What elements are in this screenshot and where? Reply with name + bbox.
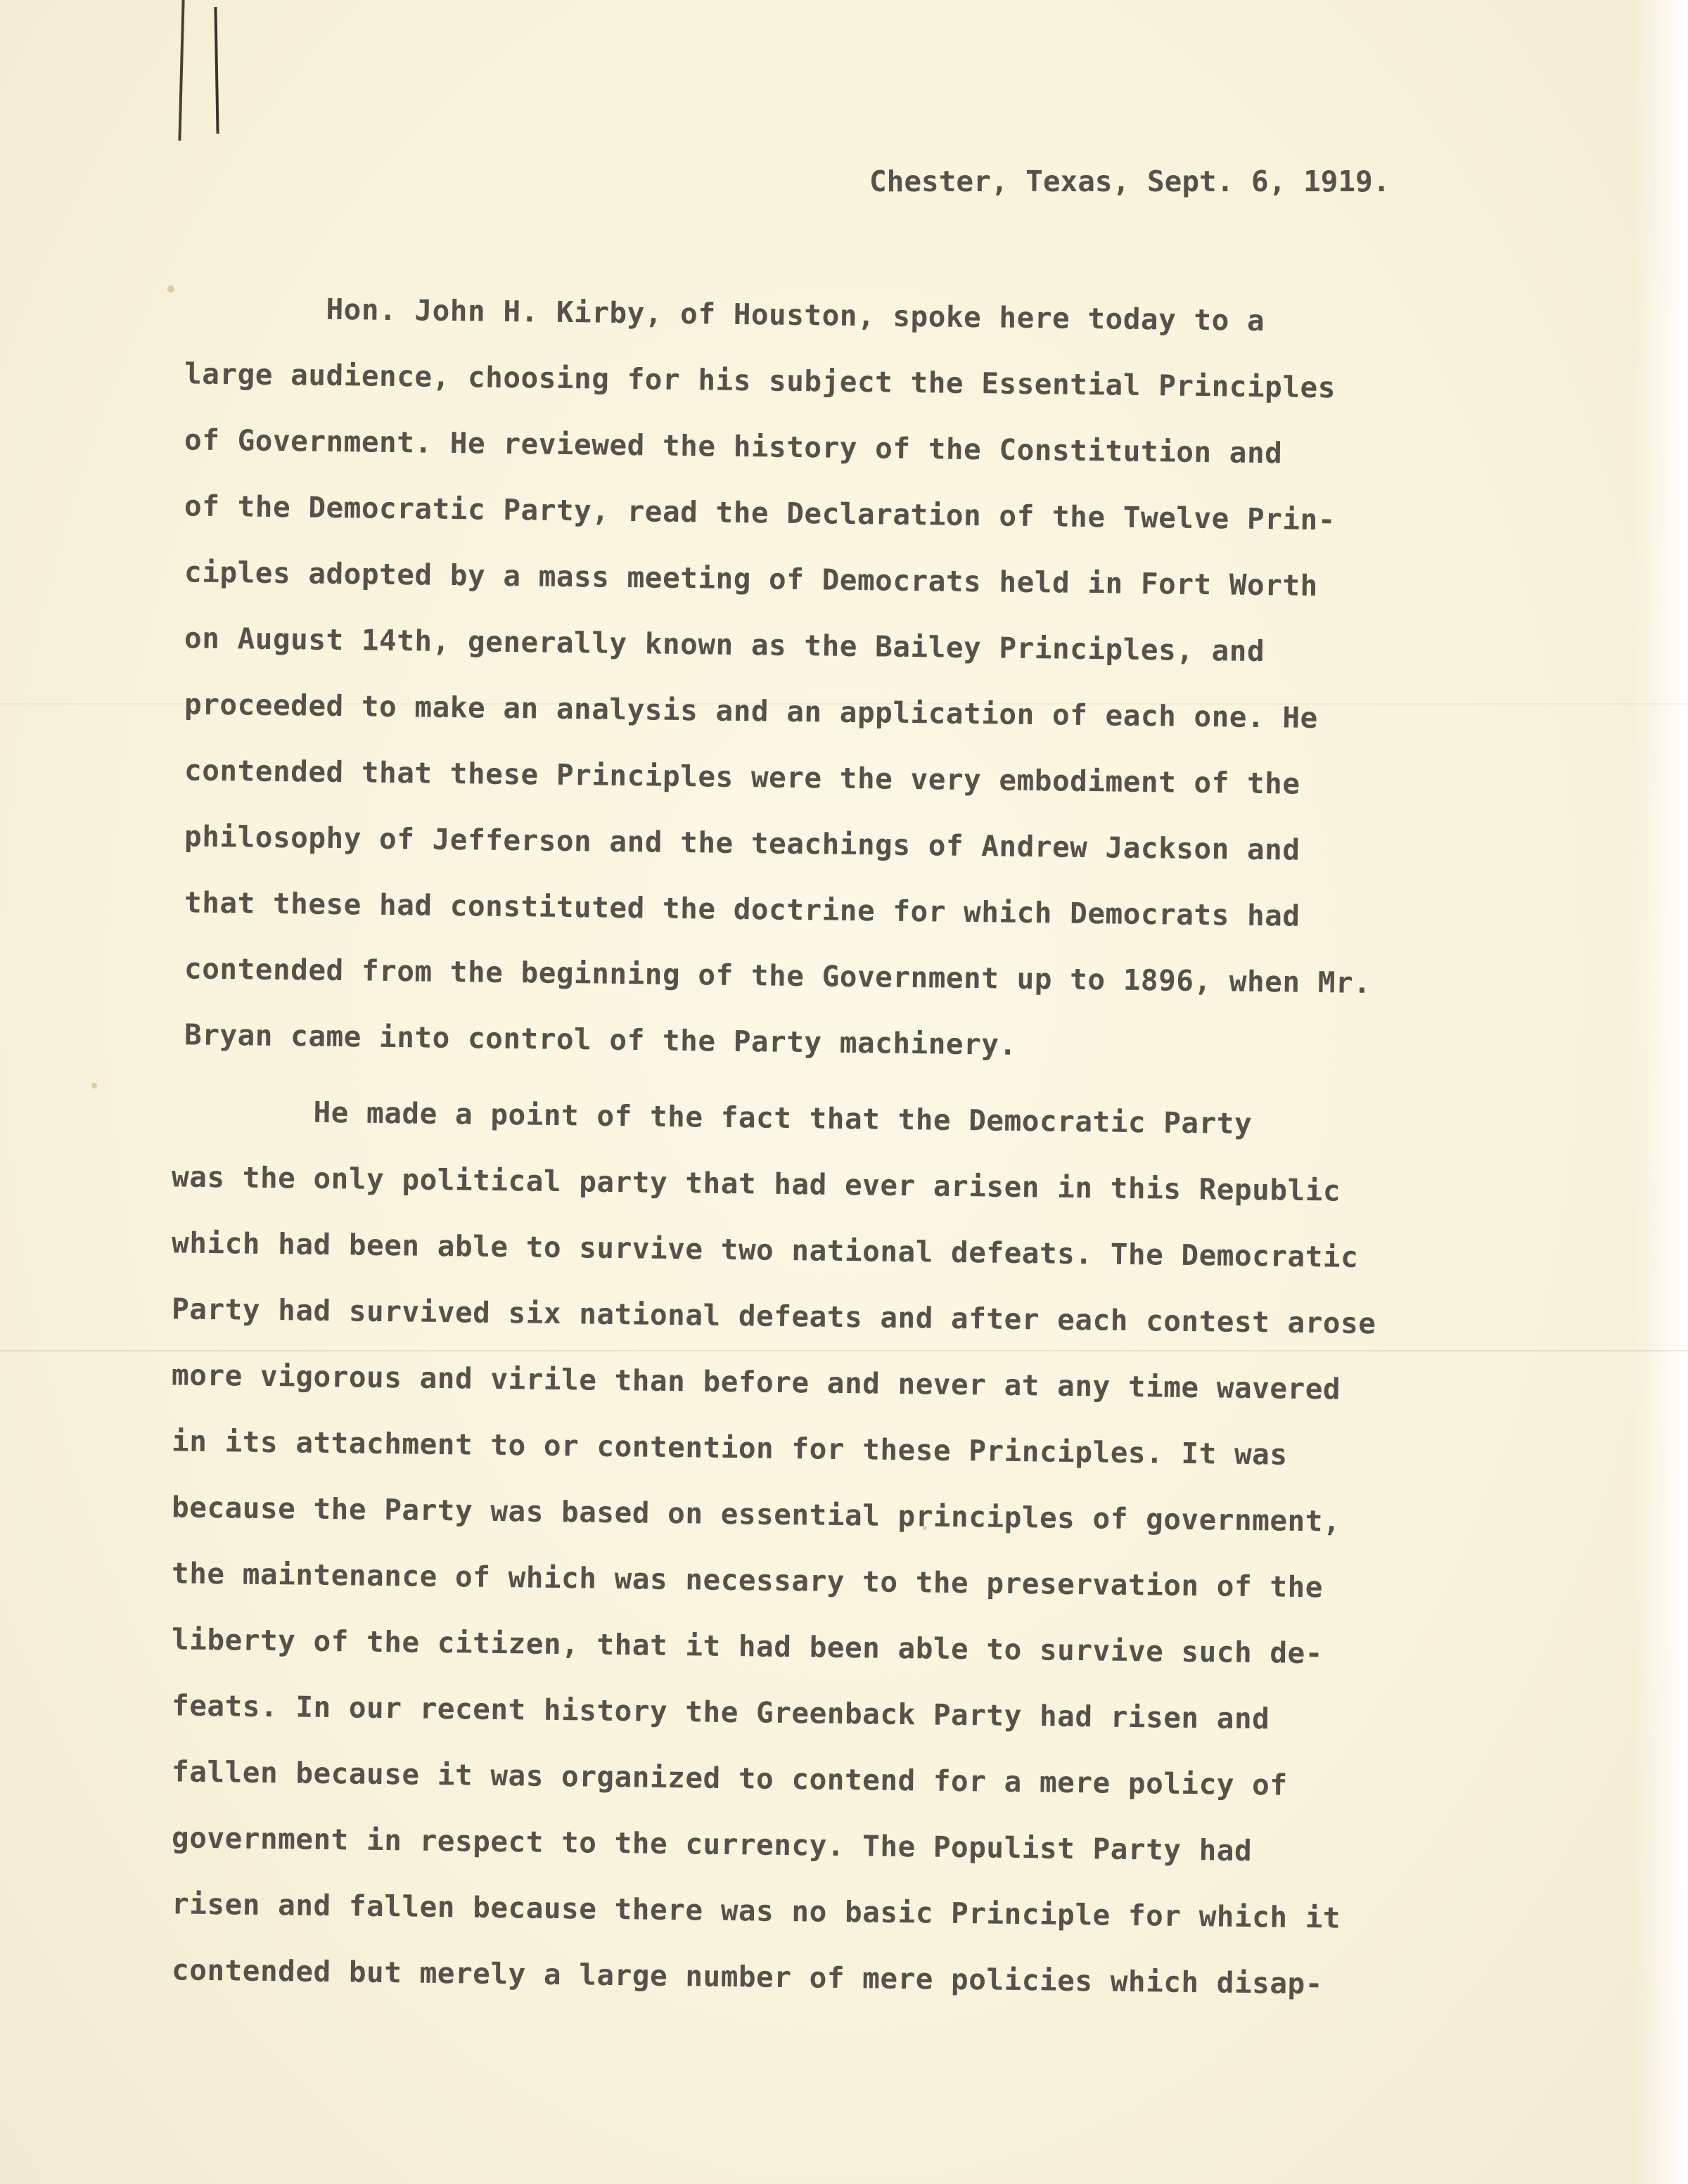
body-line: of the Democratic Party, read the Declaration of the Twelve Prin- <box>184 489 1336 537</box>
body-line: large audience, choosing for his subject the Essential Principles <box>184 356 1336 405</box>
body-line: contended but merely a large number of mere policies which disap- <box>171 1953 1324 2001</box>
body-line: of Government. He reviewed the history of the Constitution and <box>184 423 1283 470</box>
staple-mark <box>178 0 184 141</box>
body-line: in its attachment to or contention for these Principles. It was <box>171 1424 1288 1472</box>
body-line: Party had survived six national defeats and after each contest arose <box>171 1292 1376 1341</box>
stain-spot <box>167 285 174 293</box>
stain-spot <box>91 1083 97 1088</box>
dateline: Chester, Texas, Sept. 6, 1919. <box>869 165 1390 198</box>
staple-mark <box>214 7 219 134</box>
body-line: Bryan came into control of the Party machinery. <box>184 1017 1017 1062</box>
body-line: that these had constituted the doctrine for which Democrats had <box>184 885 1300 933</box>
body-line: Hon. John H. Kirby, of Houston, spoke here today to a <box>184 290 1265 338</box>
body-line: risen and fallen because there was no basic Principle for which it <box>171 1887 1341 1935</box>
body-line: feats. In our recent history the Greenback Party had risen and <box>171 1688 1270 1736</box>
body-line: proceeded to make an analysis and an application of each one. He <box>184 687 1319 736</box>
body-line: ciples adopted by a mass meeting of Democrats held in Fort Worth <box>184 555 1319 603</box>
body-line: government in respect to the currency. The Populist Party had <box>171 1820 1253 1868</box>
body-line: because the Party was based on essential principles of government, <box>171 1490 1341 1539</box>
body-line: on August 14th, generally known as the Bailey Principles, and <box>184 621 1265 669</box>
body-line: was the only political party that had ever arisen in this Republic <box>171 1160 1341 1208</box>
body-line: fallen because it was organized to contend for a mere policy of <box>171 1754 1288 1802</box>
body-line: philosophy of Jefferson and the teachings of Andrew Jackson and <box>184 819 1300 867</box>
body-line: He made a point of the fact that the Democratic Party <box>171 1093 1253 1141</box>
body-line: liberty of the citizen, that it had been able to survive such de- <box>171 1622 1324 1671</box>
body-line: which had been able to survive two national defeats. The Democratic <box>171 1226 1359 1274</box>
body-line: contended from the beginning of the Government up to 1896, when Mr. <box>184 951 1372 1000</box>
body-line: the maintenance of which was necessary to the preservation of the <box>171 1556 1324 1605</box>
fold-crease <box>0 1350 1688 1351</box>
body-line: more vigorous and virile than before and never at any time wavered <box>171 1358 1341 1406</box>
body-line: contended that these Principles were the very embodiment of the <box>184 753 1300 801</box>
